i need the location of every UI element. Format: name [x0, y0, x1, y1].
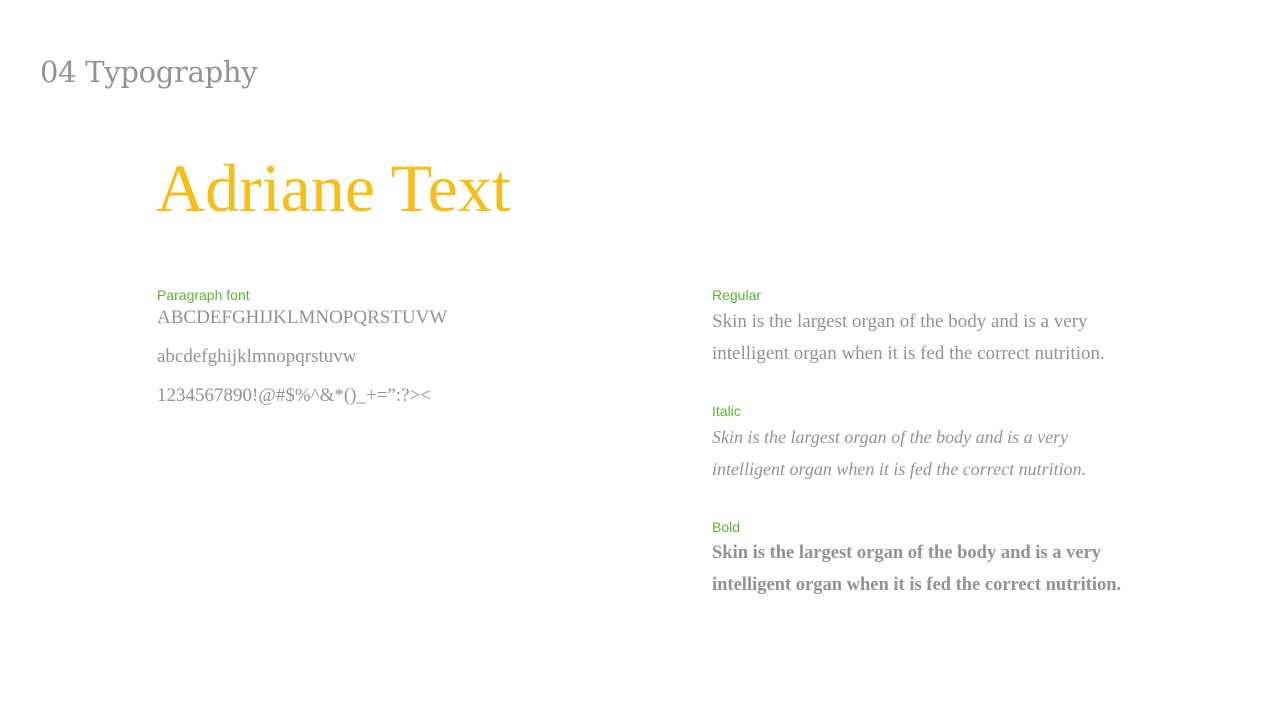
style-label-regular: Regular	[712, 287, 762, 303]
style-sample-regular: Skin is the largest organ of the body and is a very intelligent organ when it is fed the correct nutrition.	[712, 311, 1105, 364]
paragraph-font-specimen	[157, 286, 597, 408]
style-block-regular	[712, 286, 1142, 369]
uppercase-glyphs: ABCDEFGHIJKLMNOPQRSTUVW	[157, 307, 448, 328]
style-block-italic	[712, 402, 1142, 485]
style-sample-italic: Skin is the largest organ of the body and is a very intelligent organ when it is fed the correct nutrition.	[712, 427, 1087, 479]
style-label-italic: Italic	[712, 403, 741, 419]
paragraph-font-label: Paragraph font	[157, 287, 250, 303]
style-sample-bold: Skin is the largest organ of the body and is a very intelligent organ when it is fed the correct nutrition.	[712, 543, 1122, 595]
section-heading: 04 Typography	[40, 55, 258, 89]
style-label-bold: Bold	[712, 519, 741, 535]
numerals-symbols-glyphs: 1234567890!@#$%^&*()_+=”:?><	[157, 385, 432, 406]
style-block-bold	[712, 518, 1142, 601]
lowercase-glyphs: abcdefghijklmnopqrstuvw	[157, 346, 357, 367]
font-name-title: Adriane Text	[156, 150, 511, 226]
